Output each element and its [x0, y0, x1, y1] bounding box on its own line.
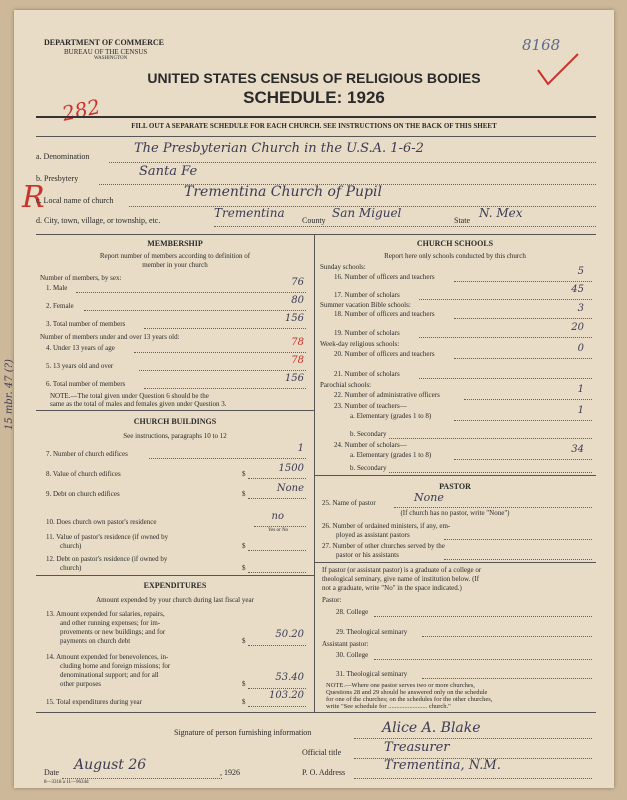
q26-label: 26. Number of ordained ministers, if any, em-	[322, 522, 451, 530]
form-title: UNITED STATES CENSUS OF RELIGIOUS BODIES	[147, 70, 481, 86]
pastor-label: Pastor:	[322, 596, 342, 604]
pastor-heading: PASTOR	[439, 482, 471, 491]
q13-label-4: payments on church debt	[60, 637, 131, 645]
graduate-note-2: theological seminary, give name of institution below. (If	[322, 575, 480, 583]
age-label: Number of members under and over 13 years old:	[40, 333, 180, 341]
buildings-heading: CHURCH BUILDINGS	[133, 417, 217, 426]
q7-label: 7. Number of church edifices	[46, 450, 128, 458]
q13-label-3: provements or new buildings; and for	[60, 628, 166, 636]
membership-note-2: same as the total of males and females given under Question 3.	[50, 400, 227, 408]
q21-label: 21. Number of scholars	[334, 370, 400, 378]
margin-note: 15 mbr. 47 (?)	[4, 359, 15, 430]
dollar-sign: $	[242, 564, 246, 572]
church-name-value: Trementina Church of Pupil	[184, 184, 382, 200]
q23a-label: a. Elementary (grades 1 to 8)	[350, 412, 432, 420]
weekday-label: Week-day religious schools:	[320, 340, 400, 348]
county-label: County	[302, 216, 326, 225]
q19-value: 20	[571, 322, 584, 333]
q27-label: 27. Number of other churches served by the	[322, 542, 445, 550]
graduate-note-1: If pastor (or assistant pastor) is a graduate of a college or	[322, 566, 482, 574]
form-codes: 8—3318 a 11—9634d	[44, 780, 89, 785]
q4-label: 4. Under 13 years of age	[46, 344, 115, 352]
dollar-sign: $	[242, 680, 246, 688]
q1-value: 76	[291, 277, 304, 288]
q30-label: 30. College	[336, 651, 369, 659]
q31-label: 31. Theological seminary	[336, 670, 408, 678]
by-sex-label: Number of members, by sex:	[40, 274, 122, 282]
presbytery-label: b. Presbytery	[36, 174, 79, 183]
divider	[36, 410, 314, 411]
dollar-sign: $	[242, 490, 246, 498]
q26-label-2: ployed as assistant pastors	[336, 531, 410, 539]
date-year: , 1926	[220, 768, 240, 777]
official-title-label: Official title	[302, 748, 342, 757]
q1-label: 1. Male	[46, 284, 68, 292]
yes-no-hint: Yes or No	[268, 528, 289, 533]
pastor-note-1: NOTE.—Where one pastor serves two or more churches,	[326, 682, 475, 689]
divider	[314, 475, 596, 476]
divider	[36, 136, 596, 137]
q3-value: 156	[284, 313, 304, 324]
church-name-label: c. Local name of church	[36, 196, 114, 205]
red-number: 282	[59, 94, 103, 126]
q9-label: 9. Debt on church edifices	[46, 490, 120, 498]
q22-value: 1	[577, 384, 584, 395]
q24a-value: 34	[571, 444, 584, 455]
q11-label-2: church)	[60, 542, 82, 550]
q5-label: 5. 13 years old and over	[46, 362, 114, 370]
instruction-line: FILL OUT A SEPARATE SCHEDULE FOR EACH CHURCH. SEE INSTRUCTIONS ON THE BACK OF THIS SHEET	[131, 122, 497, 130]
red-letter: R	[22, 180, 45, 215]
q14-label-3: denominational support; and for all	[60, 671, 159, 679]
q25-note: (If church has no pastor, write "None")	[400, 509, 510, 517]
summer-label: Summer vacation Bible schools:	[320, 301, 411, 309]
pastor-note-2: Questions 28 and 29 should be answered only on the schedule	[326, 689, 488, 696]
pastor-note-3: for one of the churches; on the schedules for the other churches,	[326, 696, 493, 703]
dollar-sign: $	[242, 470, 246, 478]
denomination-value: The Presbyterian Church in the U.S.A. 1-6-2	[134, 141, 424, 156]
q8-label: 8. Value of church edifices	[46, 470, 121, 478]
q15-label: 15. Total expenditures during year	[46, 698, 142, 706]
q16-value: 5	[577, 266, 584, 277]
q3-label: 3. Total number of members	[46, 320, 126, 328]
state-value: N. Mex	[479, 206, 523, 220]
q2-value: 80	[291, 295, 304, 306]
q9-value: None	[276, 483, 304, 494]
q18-label: 18. Number of officers and teachers	[334, 310, 435, 318]
q23a-value: 1	[577, 405, 584, 416]
schools-heading: CHURCH SCHOOLS	[416, 239, 494, 248]
q13-value: 50.20	[275, 629, 304, 640]
q28-label: 28. College	[336, 608, 369, 616]
q18-value: 3	[577, 303, 584, 314]
q14-value: 53.40	[275, 672, 304, 683]
q16-label: 16. Number of officers and teachers	[334, 273, 435, 281]
q22-label: 22. Number of administrative officers	[334, 391, 440, 399]
state-label: State	[454, 216, 470, 225]
presbytery-value: Santa Fe	[139, 164, 198, 179]
schedule-title: SCHEDULE: 1926	[243, 88, 385, 107]
dept-label: DEPARTMENT OF COMMERCE	[44, 38, 165, 47]
dollar-sign: $	[242, 698, 246, 706]
q10-value: no	[271, 511, 284, 522]
q11-label: 11. Value of pastor's residence (if owned by	[46, 533, 169, 541]
q25-label: 25. Name of pastor	[322, 499, 376, 507]
parochial-label: Parochial schools:	[320, 381, 372, 389]
q4-value: 78	[291, 337, 304, 348]
assistant-pastor-label: Assistant pastor:	[322, 640, 369, 648]
q24-label: 24. Number of scholars—	[334, 441, 407, 449]
city-label-line: d. City, town, village, or township, etc.	[36, 216, 161, 225]
membership-intro-2: member in your church	[142, 261, 208, 269]
expenditures-sub: Amount expended by your church during last fiscal year	[96, 596, 254, 604]
dollar-sign: $	[242, 637, 246, 645]
q8-value: 1500	[278, 463, 304, 474]
q17-value: 45	[571, 284, 584, 295]
q23b-label: b. Secondary	[350, 430, 387, 438]
q10-label: 10. Does church own pastor's residence	[46, 518, 157, 526]
signature-label: Signature of person furnishing information	[174, 728, 312, 737]
q12-label: 12. Debt on pastor's residence (if owned by	[46, 555, 168, 563]
q14-label: 14. Amount expended for benevolences, in-	[46, 653, 169, 661]
q23-label: 23. Number of teachers—	[334, 402, 407, 410]
graduate-note-3: not a graduate, write "No" in the space indicated.)	[322, 584, 462, 592]
q12-label-2: church)	[60, 564, 82, 572]
dollar-sign: $	[242, 542, 246, 550]
sunday-label: Sunday schools:	[320, 263, 366, 271]
q5-value: 78	[291, 355, 304, 366]
denomination-label: a. Denomination	[36, 152, 90, 161]
divider	[36, 234, 596, 235]
city-value: Trementina	[214, 206, 285, 220]
column-divider	[314, 234, 315, 712]
divider	[36, 116, 596, 118]
expenditures-heading: EXPENDITURES	[143, 581, 207, 590]
q20-label: 20. Number of officers and teachers	[334, 350, 435, 358]
q6-value: 156	[284, 373, 304, 384]
city-label: WASHINGTON	[94, 56, 128, 61]
q2-label: 2. Female	[46, 302, 74, 310]
q19-label: 19. Number of scholars	[334, 329, 400, 337]
stamp-number: 8168	[522, 36, 561, 54]
q17-label: 17. Number of scholars	[334, 291, 400, 299]
divider	[314, 562, 596, 563]
q29-label: 29. Theological seminary	[336, 628, 408, 636]
q14-label-2: cluding home and foreign missions; for	[60, 662, 171, 670]
po-address-value: Trementina, N.M.	[384, 758, 501, 773]
q24b-label: b. Secondary	[350, 464, 387, 472]
membership-note-1: NOTE.—The total given under Question 6 should be the	[50, 392, 209, 400]
q20-value: 0	[577, 343, 584, 354]
membership-intro-1: Report number of members according to definition of	[99, 252, 251, 260]
date-value: August 26	[74, 757, 147, 773]
q24a-label: a. Elementary (grades 1 to 8)	[350, 451, 432, 459]
q13-label-2: and other running expenses; for im-	[60, 619, 161, 627]
q6-label: 6. Total number of members	[46, 380, 126, 388]
po-address-label: P. O. Address	[302, 768, 346, 777]
q7-value: 1	[297, 443, 304, 454]
q15-value: 103.20	[269, 690, 304, 701]
county-value: San Miguel	[332, 206, 402, 220]
divider	[36, 712, 596, 713]
divider	[36, 575, 314, 576]
signature-value: Alice A. Blake	[382, 720, 481, 736]
census-schedule-sheet	[4, 10, 614, 788]
q27-label-2: pastor or his assistants	[336, 551, 399, 559]
schools-sub: Report here only schools conducted by this church	[384, 252, 526, 260]
pastor-note-4: write "See schedule for ........................ church."	[326, 703, 451, 710]
membership-heading: MEMBERSHIP	[147, 239, 203, 248]
q14-label-4: other purposes	[60, 680, 102, 688]
buildings-sub: See instructions, paragraphs 10 to 12	[123, 432, 227, 440]
bureau-label: BUREAU OF THE CENSUS	[64, 48, 148, 56]
date-label: Date	[44, 768, 60, 777]
q13-label: 13. Amount expended for salaries, repairs,	[46, 610, 165, 618]
q25-value: None	[414, 491, 444, 504]
official-title-value: Treasurer	[384, 740, 450, 755]
